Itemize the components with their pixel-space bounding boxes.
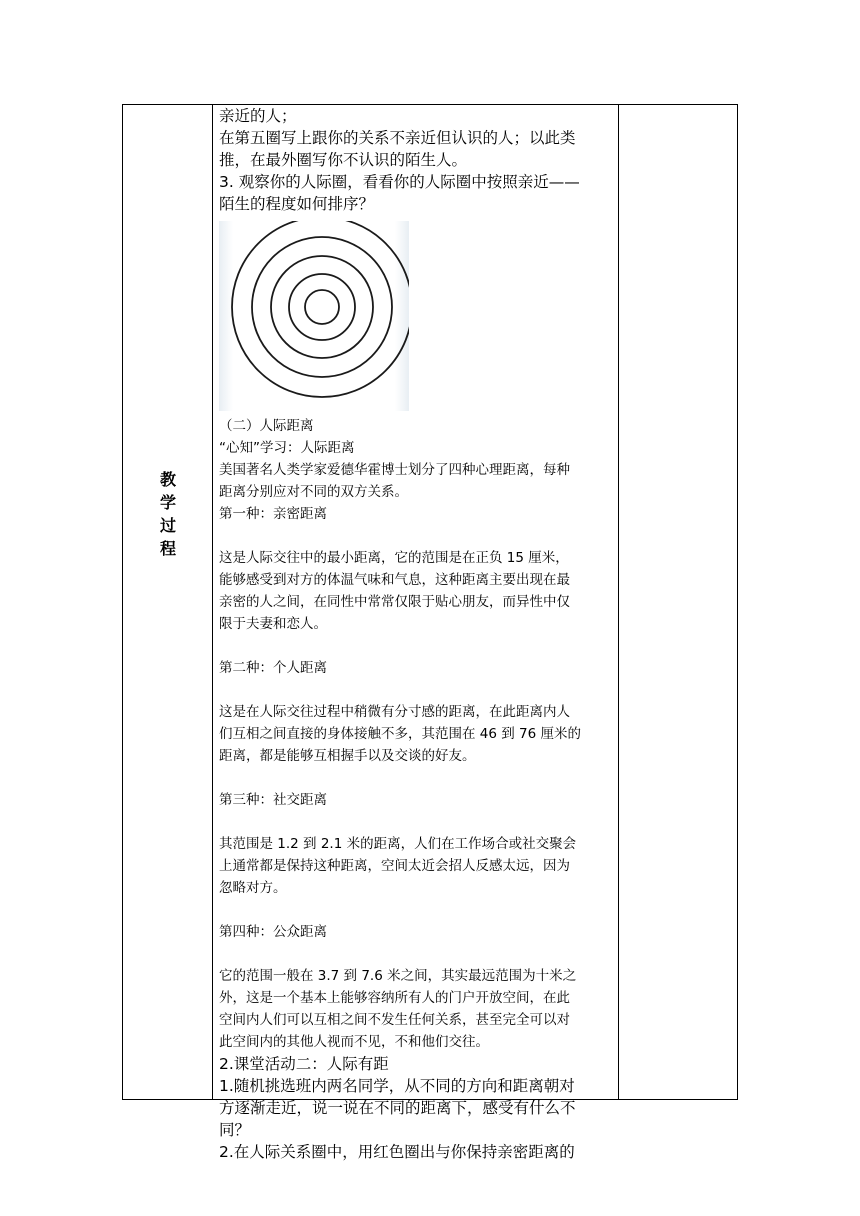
distance-body-line: 空间内人们可以互相之间不发生任何关系，甚至完全可以对 [219,1012,570,1028]
distance-body-line: 距离，都是能够互相握手以及交谈的好友。 [219,748,476,764]
intro-line: 距离分别应对不同的双方关系。 [219,484,408,500]
notes-column-divider [618,105,619,1099]
distance-heading: 第四种：公众距离 [219,924,327,940]
distance-body-line: 们互相之间直接的身体接触不多，其范围在 46 到 76 厘米的 [219,726,582,742]
distance-body-line: 它的范围一般在 3.7 到 7.6 米之间，其实最远范围为十米之 [219,968,577,984]
activity-title: 2.课堂活动二：人际有距 [219,1055,389,1073]
distance-heading: 第二种：个人距离 [219,660,327,676]
text-line: 在第五圈写上跟你的关系不亲近但认识的人；以此类 [219,129,576,147]
distance-body-line: 此空间内的其他人视而不见，不和他们交往。 [219,1034,489,1050]
distance-body-line: 外，这是一个基本上能够容纳所有人的门户开放空间，在此 [219,990,570,1006]
distance-body-line: 这是人际交往中的最小距离，它的范围是在正负 15 厘米， [219,550,569,566]
distance-body-line: 这是在人际交往过程中稍微有分寸感的距离，在此距离内人 [219,704,570,720]
content-cell [219,105,615,1163]
subsection-title: （二）人际距离 [219,418,314,434]
section-label-cell [123,105,213,1099]
subsection-subtitle: “心知”学习：人际距离 [219,440,355,456]
activity-line: 同？ [219,1121,251,1139]
text-line: 亲近的人； [219,107,297,125]
section-label-char: 学 [159,493,176,512]
section-label-char: 程 [159,539,176,558]
distance-body-line: 忽略对方。 [219,880,287,896]
distance-heading: 第一种：亲密距离 [219,506,327,522]
intro-line: 美国著名人类学家爱德华霍博士划分了四种心理距离，每种 [219,462,570,478]
distance-body-line: 能够感受到对方的体温气味和气息，这种距离主要出现在最 [219,572,570,588]
concentric-circles-icon [219,221,409,411]
activity-line: 方逐渐走近，说一说在不同的距离下，感受有什么不 [219,1099,576,1117]
distance-body-line: 限于夫妻和恋人。 [219,616,327,632]
text-line: 3. 观察你的人际圈，看看你的人际圈中按照亲近—— [219,173,580,191]
section-label-char: 过 [159,516,176,535]
section-label [123,468,213,560]
text-line: 推，在最外圈写你不认识的陌生人。 [219,151,468,169]
distance-heading: 第三种：社交距离 [219,792,327,808]
distance-body-line: 上通常都是保持这种距离，空间太近会招人反感太远，因为 [219,858,570,874]
distance-body-line: 其范围是 1.2 到 2.1 米的距离，人们在工作场合或社交聚会 [219,836,577,852]
section-label-char: 教 [159,470,176,489]
activity-line: 2.在人际关系圈中，用红色圈出与你保持亲密距离的 [219,1143,575,1161]
text-line: 陌生的程度如何排序？ [219,195,375,213]
concentric-circles-diagram [219,221,409,411]
lesson-table [122,104,738,1161]
activity-line: 1.随机挑选班内两名同学，从不同的方向和距离朝对 [219,1077,575,1095]
distance-body-line: 亲密的人之间，在同性中常常仅限于贴心朋友，而异性中仅 [219,594,570,610]
